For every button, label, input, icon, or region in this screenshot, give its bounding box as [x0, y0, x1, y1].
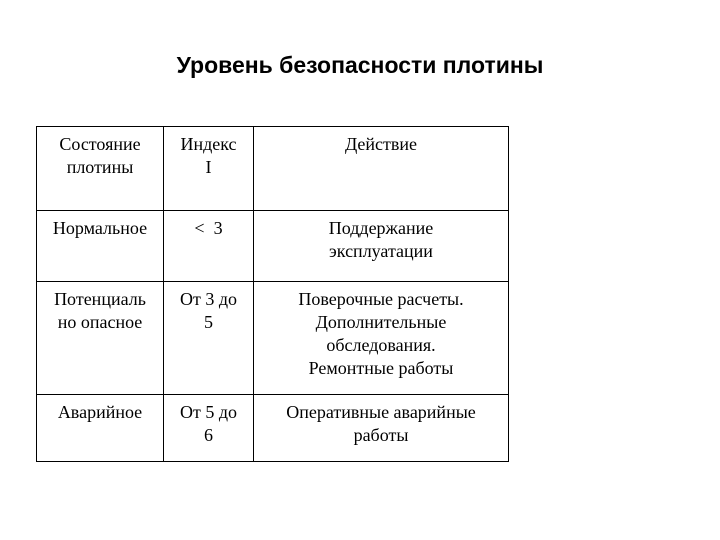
- header-state-line: Состояние: [59, 134, 141, 154]
- cell-line: Поддержание: [328, 218, 434, 238]
- header-index-cell: [164, 127, 254, 211]
- action-cell: [254, 211, 509, 282]
- action-cell: [254, 395, 509, 462]
- header-action-line: Действие: [344, 134, 418, 154]
- cell-line: Потенциаль: [54, 289, 146, 309]
- table-row: [37, 282, 509, 395]
- cell-line: < 3: [194, 218, 223, 238]
- cell-line: От 5 до: [179, 402, 238, 422]
- index-cell: [164, 395, 254, 462]
- cell-line: Дополнительные: [315, 312, 447, 332]
- cell-line: От 3 до: [179, 289, 238, 309]
- cell-line: Оперативные аварийные: [286, 402, 476, 422]
- dam-safety-table: [36, 126, 509, 462]
- cell-line: Поверочные расчеты.: [298, 289, 464, 309]
- state-cell: [37, 211, 164, 282]
- state-cell: [37, 282, 164, 395]
- slide-title: Уровень безопасности плотины: [176, 52, 544, 78]
- header-index-line: Индекс: [180, 134, 237, 154]
- cell-line: Аварийное: [57, 402, 143, 422]
- cell-line: 6: [204, 425, 213, 445]
- cell-line: но опасное: [57, 312, 143, 332]
- cell-line: Нормальное: [52, 218, 148, 238]
- index-cell: [164, 211, 254, 282]
- table-row: [37, 211, 509, 282]
- cell-line: 5: [204, 312, 213, 332]
- cell-line: обследования.: [326, 335, 436, 355]
- cell-line: работы: [353, 425, 409, 445]
- action-cell: [254, 282, 509, 395]
- index-cell: [164, 282, 254, 395]
- state-cell: [37, 395, 164, 462]
- header-state-cell: [37, 127, 164, 211]
- header-index-line: I: [205, 157, 212, 177]
- table-header-row: [37, 127, 509, 211]
- header-state-line: плотины: [66, 157, 134, 177]
- table-row: [37, 395, 509, 462]
- header-action-cell: [254, 127, 509, 211]
- cell-line: эксплуатации: [329, 241, 433, 261]
- cell-line: Ремонтные работы: [308, 358, 454, 378]
